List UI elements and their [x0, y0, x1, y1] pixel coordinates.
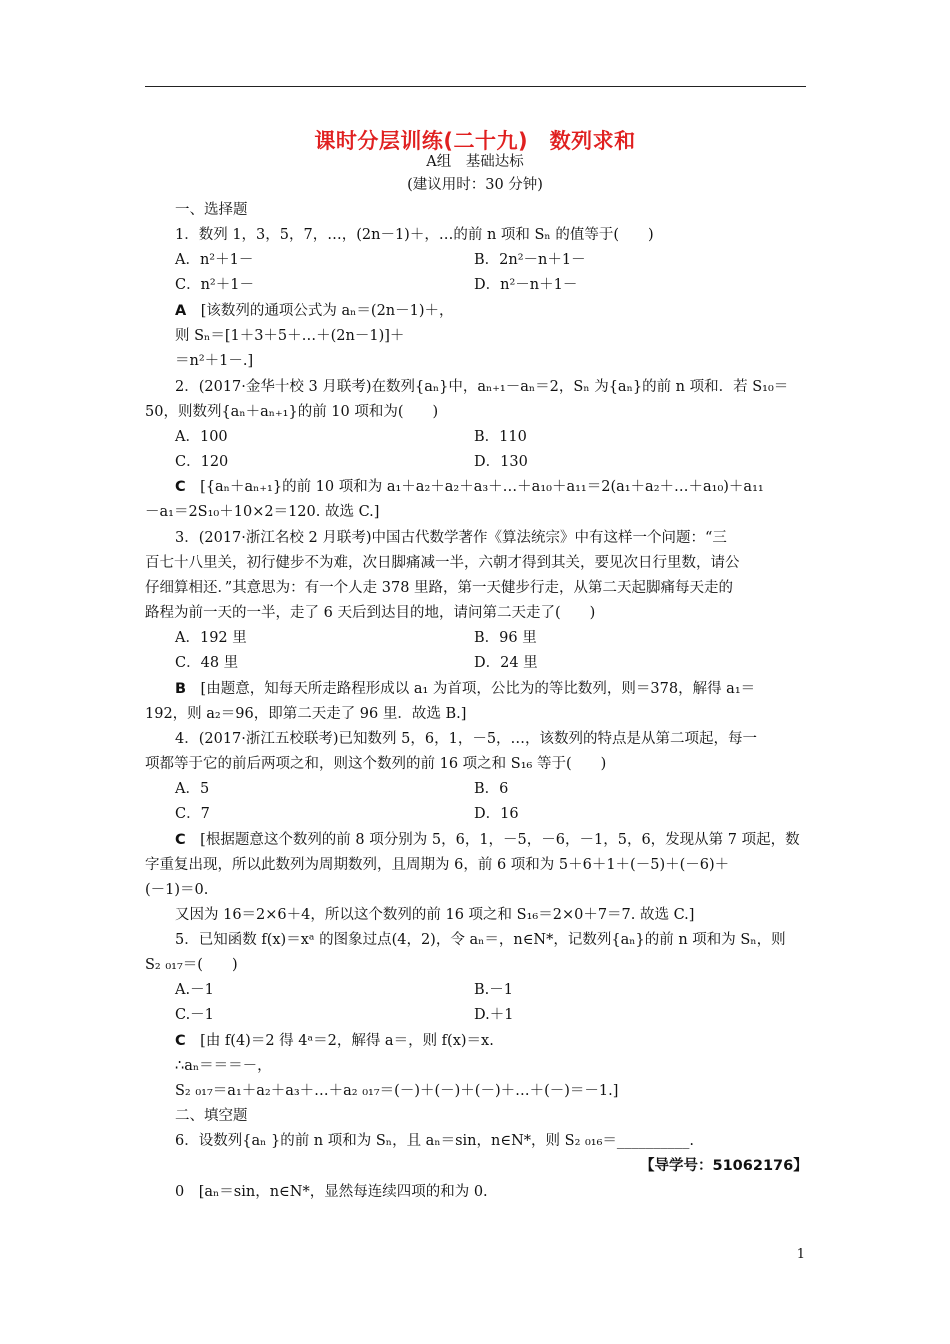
text-line: D．24 里 — [474, 655, 538, 671]
text-line: D．130 — [474, 454, 528, 470]
page-number: 1 — [796, 1247, 805, 1262]
text-line: C．120 — [175, 454, 229, 470]
text-line: B.－1 — [474, 982, 513, 998]
text-line: 5．已知函数 f(x)＝xᵃ 的图象过点(4，2)，令 aₙ＝，n∈N*，记数列{aₙ}的前 n 项和为 Sₙ，则 — [175, 932, 786, 948]
text-line: C [由 f(4)＝2 得 4ᵃ＝2，解得 a＝，则 f(x)＝x. — [175, 1033, 494, 1049]
answer-letter: C — [175, 1033, 186, 1049]
text-line: D.＋1 — [474, 1007, 514, 1023]
text-line: A.－1 — [175, 982, 214, 998]
text-line: 192，则 a₂＝96，即第二天走了 96 里．故选 B.] — [145, 706, 467, 722]
text-line: 4．(2017·浙江五校联考)已知数列 5，6，1，－5，…，该数列的特点是从第二项起，每一 — [175, 731, 758, 747]
header-rule — [145, 86, 806, 87]
text-line: C [{aₙ＋aₙ₊₁}的前 10 项和为 a₁＋a₂＋a₂＋a₃＋…＋a₁₀＋a₁₁＝2(a₁＋a₂＋…＋a₁₀)＋a₁₁ — [175, 479, 764, 495]
text-line: A．n²＋1－ — [175, 252, 254, 268]
text-line: 3．(2017·浙江名校 2 月联考)中国古代数学著作《算法统宗》中有这样一个问题：“三 — [175, 530, 727, 546]
text-line: D．n²－n＋1－ — [474, 277, 578, 293]
answer-letter: B — [175, 681, 187, 697]
text-line: B [由题意，知每天所走路程形成以 a₁ 为首项，公比为的等比数列，则＝378，解得 a₁＝ — [175, 681, 756, 697]
text-line: B．6 — [474, 781, 509, 797]
text-line: ＝n²＋1－.] — [175, 353, 254, 369]
text-line: ∴aₙ＝＝＝－， — [175, 1058, 272, 1074]
text-line: 百七十八里关，初行健步不为难，次日脚痛减一半，六朝才得到其关，要见次日行里数，请公 — [145, 555, 740, 571]
text-line: －a₁＝2S₁₀＋10×2＝120. 故选 C.] — [145, 504, 380, 520]
answer-letter: C — [175, 479, 186, 495]
answer-letter: A — [175, 303, 187, 319]
group-label: A组 基础达标 — [426, 154, 524, 170]
text-line: S₂ ₀₁₇＝( ) — [145, 957, 238, 973]
text-line: 一、选择题 — [175, 202, 248, 218]
text-line: (－1)＝0. — [145, 882, 209, 898]
text-line: C.－1 — [175, 1007, 214, 1023]
text-line: 项都等于它的前后两项之和，则这个数列的前 16 项之和 S₁₆ 等于( ) — [145, 756, 607, 772]
text-line: 【导学号：51062176】 — [640, 1158, 808, 1174]
answer-letter: C — [175, 832, 186, 848]
text-line: 二、填空题 — [175, 1108, 248, 1124]
text-line: 50，则数列{aₙ＋aₙ₊₁}的前 10 项和为( ) — [145, 404, 439, 420]
text-line: 0 [aₙ＝sin，n∈N*，显然每连续四项的和为 0. — [175, 1184, 488, 1200]
text-line: 字重复出现，所以此数列为周期数列，且周期为 6，前 6 项和为 5＋6＋1＋(－5)＋(－6)＋ — [145, 857, 730, 873]
text-line: 6．设数列{aₙ }的前 n 项和为 Sₙ，且 aₙ＝sin，n∈N*，则 S₂ ₀₁₆＝__________. — [175, 1133, 695, 1149]
text-line: A [该数列的通项公式为 aₙ＝(2n－1)＋， — [175, 303, 454, 319]
text-line: C．7 — [175, 806, 210, 822]
text-line: 1．数列 1，3，5，7，…，(2n－1)＋，…的前 n 项和 Sₙ 的值等于( ) — [175, 227, 654, 243]
text-line: C [根据题意这个数列的前 8 项分别为 5，6，1，－5，－6，－1，5，6，发现从第 7 项起，数 — [175, 832, 800, 848]
text-line: A．192 里 — [175, 630, 247, 646]
text-line: A．5 — [175, 781, 210, 797]
text-line: 又因为 16＝2×6＋4，所以这个数列的前 16 项之和 S₁₆＝2×0＋7＝7. 故选 C.] — [175, 907, 695, 923]
time-hint: (建议用时：30 分钟) — [407, 177, 543, 193]
text-line: 2．(2017·金华十校 3 月联考)在数列{aₙ}中，aₙ₊₁－aₙ＝2，Sₙ 为{aₙ}的前 n 项和．若 S₁₀＝ — [175, 379, 789, 395]
page-title: 课时分层训练(二十九) 数列求和 — [314, 129, 636, 153]
text-line: B．110 — [474, 429, 527, 445]
text-line: 仔细算相还．”其意思为：有一个人走 378 里路，第一天健步行走，从第二天起脚痛每天走的 — [145, 580, 734, 596]
text-line: B．2n²－n＋1－ — [474, 252, 586, 268]
text-line: B．96 里 — [474, 630, 537, 646]
text-line: A．100 — [175, 429, 228, 445]
text-line: 路程为前一天的一半，走了 6 天后到达目的地，请问第二天走了( ) — [145, 605, 596, 621]
text-line: S₂ ₀₁₇＝a₁＋a₂＋a₃＋…＋a₂ ₀₁₇＝(－)＋(－)＋(－)＋…＋(－)＝－1.] — [175, 1083, 619, 1099]
text-line: 则 Sₙ＝[1＋3＋5＋…＋(2n－1)]＋ — [175, 328, 405, 344]
text-line: C．48 里 — [175, 655, 239, 671]
text-line: D．16 — [474, 806, 519, 822]
text-line: C．n²＋1－ — [175, 277, 254, 293]
